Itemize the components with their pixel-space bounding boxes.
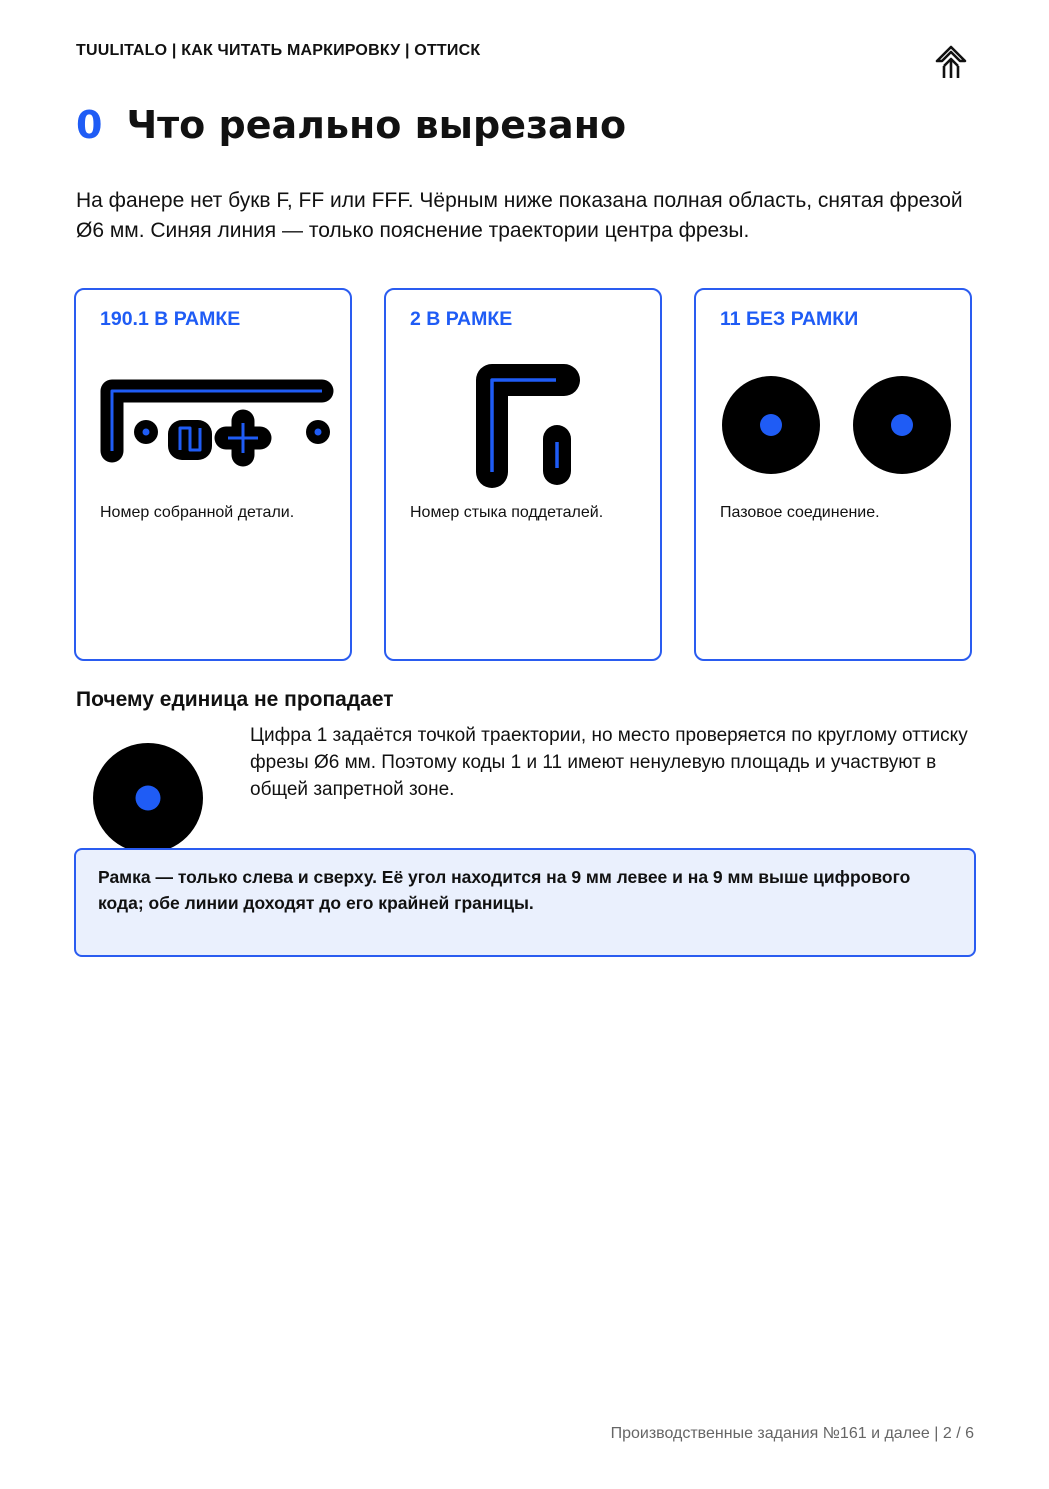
section-number: 0 bbox=[76, 103, 103, 147]
card-unframed-slot-joint bbox=[694, 288, 972, 661]
card-caption: Номер собранной детали. bbox=[100, 504, 295, 521]
breadcrumb: TUULITALO | КАК ЧИТАТЬ МАРКИРОВКУ | ОТТИСК bbox=[76, 42, 481, 59]
card-title: 11 БЕЗ РАМКИ bbox=[720, 308, 859, 330]
section-text: Цифра 1 задаётся точкой траектории, но место проверяется по круглому оттиску фрезы Ø6 мм. Поэтому коды 1 и 11 имеют ненулевую площадь и участвуют в общей запретной зоне. bbox=[250, 725, 968, 800]
title-text: Что реально вырезано bbox=[126, 103, 627, 147]
engraving-figure-2 bbox=[386, 350, 660, 490]
card-title: 190.1 В РАМКЕ bbox=[100, 308, 241, 330]
section-heading: Почему единица не пропадает bbox=[76, 688, 394, 711]
card-caption: Пазовое соединение. bbox=[720, 504, 880, 521]
card-framed-joint-number bbox=[384, 288, 662, 661]
note-box bbox=[74, 848, 976, 957]
card-title: 2 В РАМКЕ bbox=[410, 308, 513, 330]
card-caption: Номер стыка поддеталей. bbox=[410, 504, 604, 521]
cutter-imprint-figure bbox=[92, 742, 204, 854]
engraving-figure-190-1 bbox=[76, 350, 350, 490]
page-title bbox=[76, 100, 626, 150]
intro-paragraph: На фанере нет букв F, FF или FFF. Чёрным ниже показана полная область, снятая фрезой Ø6 мм. Синяя линия — только пояснение траектории центра фрезы. bbox=[76, 189, 963, 242]
house-arrow-logo-icon bbox=[934, 44, 968, 82]
page-footer: Производственные задания №161 и далее | 2 / 6 bbox=[610, 1425, 974, 1442]
engraving-figure-11 bbox=[696, 350, 970, 490]
note-text: Рамка — только слева и сверху. Её угол находится на 9 мм левее и на 9 мм выше цифрового кода; обе линии доходят до его крайней границы. bbox=[98, 867, 911, 913]
card-framed-part-number bbox=[74, 288, 352, 661]
